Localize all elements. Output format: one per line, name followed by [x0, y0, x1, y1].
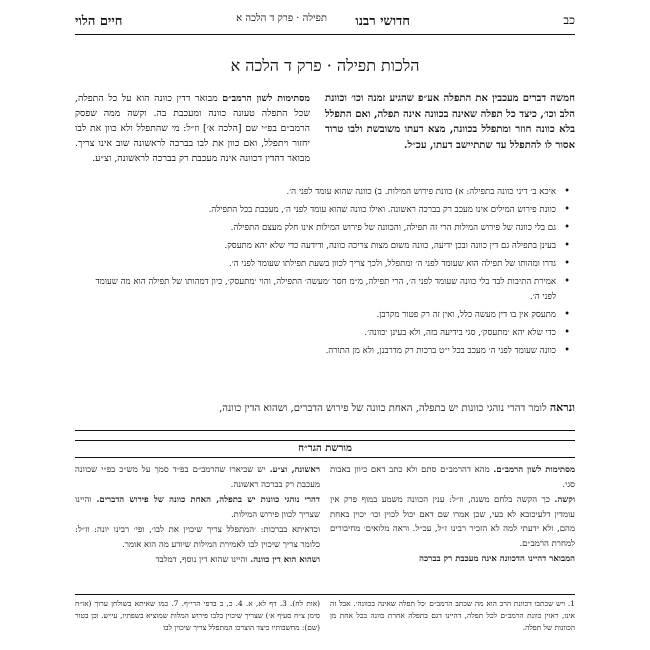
closing-lead: ונראה [549, 401, 575, 414]
commentary-column-right [330, 463, 575, 590]
summary-item: • כוונה שעומד לפני ה׳ מעכב בכל י״ט ברכות רק מדרבנן, ולא מן התורה. [80, 344, 570, 359]
commentary-paragraph [75, 463, 320, 492]
header-divider [75, 34, 575, 35]
commentary-text [75, 91, 310, 171]
paragraph-lead: המבואר דהיינו הדכוונה אינה מעכבת רק בברכה [419, 554, 575, 564]
section-reference: תפילה · פרק ד הלכה א [236, 13, 327, 24]
summary-item: • איכא ב׳ דיני כוונה בתפילה: א) כוונת פירוש המילות. ב) כוונה שהוא עומד לפני ה׳. [80, 185, 570, 200]
footnotes-left: (אות לח). 3. דף לא, א. 4. כ, ב בדפי הרי״ף. 7. כמו שאיתא בשולחן ערוך (או״ח סימן צ״ח סעיף א׳) שצריך שיכוין בלבו פירוש המלות שמוציא בשפתיו, עי״ש. וכן בטור (שם): מחשבותיו כיצד הוצרכו המתפלל צריך שיכוין לבו [75, 599, 320, 632]
source-text: חמשה דברים מעכבין את התפלה אע״פ שהגיע זמנה וכו׳ וכוונת הלב וכו׳, כיצד כל תפלה שאינה בכוונה אינה תפלה, ואם התפלל בלא כוונה חוזר ומתפלל בכוונה, מצא דעתו משובשת ולבו טרוד אסור לו להתפלל עד שתתיישב דעתו, עכ״ל. [325, 93, 575, 151]
commentary-heading: מורשת הגר״ח [75, 440, 575, 458]
commentary-paragraph [75, 523, 320, 552]
paragraph-body: כך הקשה בלחם משנה, וז״ל: ענין הכוונה משמע במוף פרק אין עומדין דלעיכובא לא בעי, שכן אמרו שם דאם יכול לכוין וכו׳ יכוין באחת מהם, ולא ידעתי למה לא הזכיר רבינו ז״ל, עכ״ל. וראה מלואים׳ מחיבורים למחרת הרמב״ם. [330, 495, 575, 549]
summary-item: • כוונת פירוש המילים אינו מעכב רק בברכה ראשונה. ואילו כוונה שהוא עומד לפני ה׳, מעכבת בכל התפילה. [80, 203, 570, 218]
running-header [75, 10, 575, 32]
paragraph-body: מהא דהרמב״ם סתם ולא כתב דאם כיוון באבות סגי. [330, 465, 575, 490]
summary-item: • מתעסק אין בו דין מעשה כלל, ואין זה רק פטור מקרבן. [80, 308, 570, 323]
footnotes-right: 1. ויש שכתבו דכוונת הרב הוא מה שכתב הרמב״ם ׳כל תפלה שאינה בכוונה׳. אבל זה אינו, ראוין כוונת הרמב״ם לכל תפלה, דהיינו דגם בתפלה אחרת כוונה בכל אחת מן הכוונות של תפלה. [330, 599, 575, 632]
paragraph-lead: ושהוא הוא דין כוונה. [250, 555, 320, 565]
commentary-paragraph [330, 493, 575, 551]
book-title: חדושי רבנו [355, 14, 410, 29]
paragraph-lead: וקשה. [554, 495, 575, 505]
commentary-paragraph [330, 463, 575, 492]
commentary-body: מבואר דדין כוונה הוא על כל התפלה, שכל התפלה טעונה כוונה ומעכבת בה. וקשה ממה שפסק הרמב״ם בפ״י שם [הלכה א׳] וז״ל: מי שהתפלל ולא כוון את לבו יחזור ויתפלל, ואם כוון את לבו בברכה לראשונה שוב אינו צריך. מבואר דהדין דכוונה אינה מעכבת רק בברכה לראשונה, וצ״ע. [75, 93, 310, 164]
commentary-paragraph [75, 493, 320, 522]
paragraph-body: יש שביארו שהרמב״ם בפ״ד סמך על מש״כ בפ״י שכוונה מעכבת רק בברכה ראשונה. [75, 465, 320, 490]
summary-item: • בעינן בתפילה גם דין כוונה ובכן ידיעה, כוונה משום מצות צריכה כוונה, ודידעה כדי שלא יהא מתעסק. [80, 239, 570, 254]
closing-body: לומר דהרי נוהגי כוונות יש בתפלה, האחת כוונה של פירוש הדברים, ושהוא הדין כוונה, [219, 403, 550, 414]
page-number: כב [563, 13, 575, 27]
summary-item: • כדי שלא יהא ׳מתעסק׳, סגי בידיעה בזה, ולא בעינן ׳כוונה׳. [80, 326, 570, 341]
footnote-divider [75, 594, 575, 595]
summary-item: • גדרו ומהותו של תפילה הוא שעומד לפני ה׳ ומתפלל, ולכך צריך לכוון בשעת תפילתו שעומד לפני ה׳. [80, 257, 570, 272]
paragraph-body: והיינו שהוא דין נוסף, דמלבד [155, 555, 251, 565]
paragraph-lead: מסתימות לשון הרמב״ם. [493, 465, 575, 475]
commentary-paragraph [75, 553, 320, 568]
paragraph-body: וכדאיתא בברכות: ׳המתפלל צריך שיכוין את לבו׳, ופי׳ רבינו יונה: וז״ל: כלומר צריך שיכוין לבו לאמירת המילות שיודע מה הוא אומר. [75, 525, 320, 550]
paragraph-lead: דהרי נוהגי כוונות יש בתפלה, האחת כוונה של פירוש הדברים. [96, 495, 320, 505]
chapter-title: הלכות תפילה · פרק ד הלכה א [230, 56, 420, 75]
paragraph-body: והיינו שצריך לכוון פירוש המילות. [75, 495, 320, 520]
summary-item: • אמירת התיבות לבד בלי כוונה שעומד לפני ה׳, הרי תפילה, מ״מ חסר ׳מעשה׳ התפילה, והוי ׳מתעסק׳, כיון דמהותו של תפילה הוא מה שעומד לפני ה׳. [80, 275, 570, 304]
commentary-lead: מסתימות לשון הרמב״ם [222, 93, 310, 104]
summary-list [80, 185, 570, 362]
closing-paragraph [75, 400, 575, 417]
section-divider [75, 430, 575, 431]
commentary-column-left [75, 463, 320, 590]
paragraph-lead: ראשונה, וצ״ע. [269, 465, 320, 475]
commentary-paragraph [330, 552, 575, 567]
summary-item: • גם בלי כוונה של פירוש המילות הרי זה תפילה, והכוונה של פירוש המילות אינו חלק מעצם התפילה. [80, 221, 570, 236]
author-name: חיים הלוי [75, 14, 123, 29]
